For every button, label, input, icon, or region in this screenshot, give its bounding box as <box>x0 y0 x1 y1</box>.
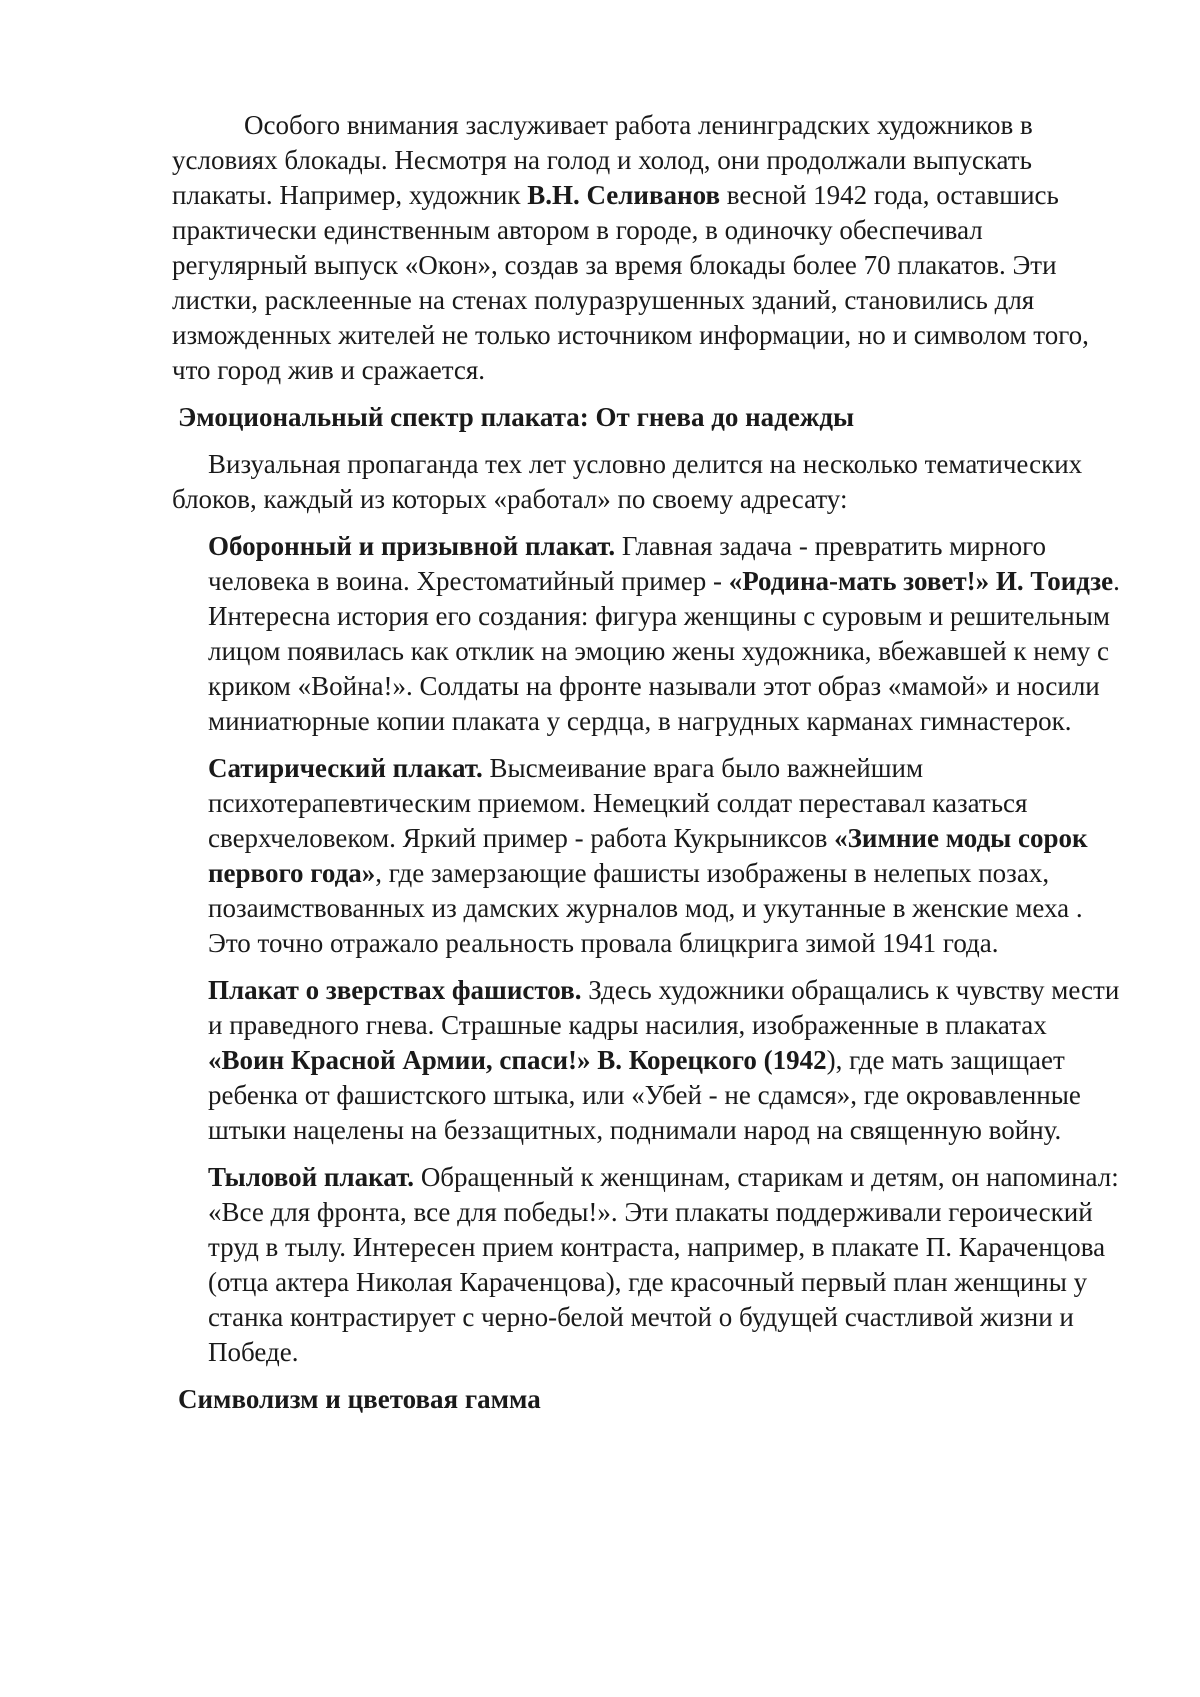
list-item-atrocities-poster <box>208 973 1122 1148</box>
list-item-text: Главная задача - превратить мирного человека в воина. Хрестоматийный пример - <box>208 531 1047 596</box>
list-item-text: , где замерзающие фашисты изображены в нелепых позах, позаимствованных из дамских журналов мод, и укутанные в женские меха . Это точно отражало реальность провала блицкрига зимой 1941 года. <box>208 858 1083 958</box>
section-heading-emotional-spectrum: Эмоциональный спектр плаката: От гнева до надежды <box>178 402 855 432</box>
list-item-text: Обращенный к женщинам, старикам и детям, он напоминал: «Все для фронта, все для победы!». Эти плакаты поддерживали героический труд в тылу. Интересен прием контраста, например, в плакате П. Караченцова (отца актера Николая Караченцова), где красочный первый план женщины у станка контрастирует с черно-белой мечтой о будущей счастливой жизни и Победе. <box>208 1162 1119 1367</box>
lead-paragraph: Визуальная пропаганда тех лет условно делится на несколько тематических блоков, каждый из которых «работал» по своему адресату: <box>172 449 1083 514</box>
list-item-title: Плакат о зверствах фашистов. <box>208 975 582 1005</box>
list-item-text: Здесь художники обращались к чувству мести и праведного гнева. Страшные кадры насилия, изображенные в плакатах <box>208 975 1120 1040</box>
section-heading-symbolism: Символизм и цветовая гамма <box>178 1384 541 1414</box>
list-item-title: Оборонный и призывной плакат. <box>208 531 616 561</box>
document-body <box>172 108 1122 1429</box>
list-item-home-front-poster <box>208 1160 1122 1370</box>
list-item-bold-example: «Родина-мать зовет!» И. Тоидзе <box>728 566 1114 596</box>
intro-bold-author: В.Н. Селиванов <box>527 180 721 210</box>
list-item-text: Высмеивание врага было важнейшим психотерапевтическим приемом. Немецкий солдат переставал казаться сверхчеловеком. Яркий пример - работа Кукрыниксов <box>208 753 1028 853</box>
list-item-defense-poster <box>208 529 1122 739</box>
list-item-text: ), где мать защищает ребенка от фашистского штыка, или «Убей - не сдамся», где окровавленные штыки нацелены на беззащитных, поднимали народ на священную войну. <box>208 1045 1081 1145</box>
list-item-title: Тыловой плакат. <box>208 1162 415 1192</box>
list-item-bold-example: «Воин Красной Армии, спаси!» В. Корецкого (1942 <box>208 1045 827 1075</box>
intro-text-1: Особого внимания заслуживает работа ленинградских художников в условиях блокады. Несмотря на голод и холод, они продолжали выпускать плакаты. Например, художник <box>172 110 1033 210</box>
intro-text-2: весной 1942 года, оставшись практически единственным автором в городе, в одиночку обеспечивал регулярный выпуск «Окон», создав за время блокады более 70 плакатов. Эти листки, расклеенные на стенах полуразрушенных зданий, становились для изможденных жителей не только источником информации, но и символом того, что город жив и сражается. <box>172 180 1089 385</box>
list-item-satirical-poster <box>208 751 1122 961</box>
list-item-text: . Интересна история его создания: фигура женщины с суровым и решительным лицом появилась как отклик на эмоцию жены художника, вбежавшей к нему с криком «Война!». Солдаты на фронте называли этот образ «мамой» и носили миниатюрные копии плаката у сердца, в нагрудных карманах гимнастерок. <box>208 566 1120 736</box>
intro-paragraph <box>172 108 1122 388</box>
list-item-bold-example: «Зимние моды сорок первого года» <box>208 823 1088 888</box>
list-item-title: Сатирический плакат. <box>208 753 483 783</box>
